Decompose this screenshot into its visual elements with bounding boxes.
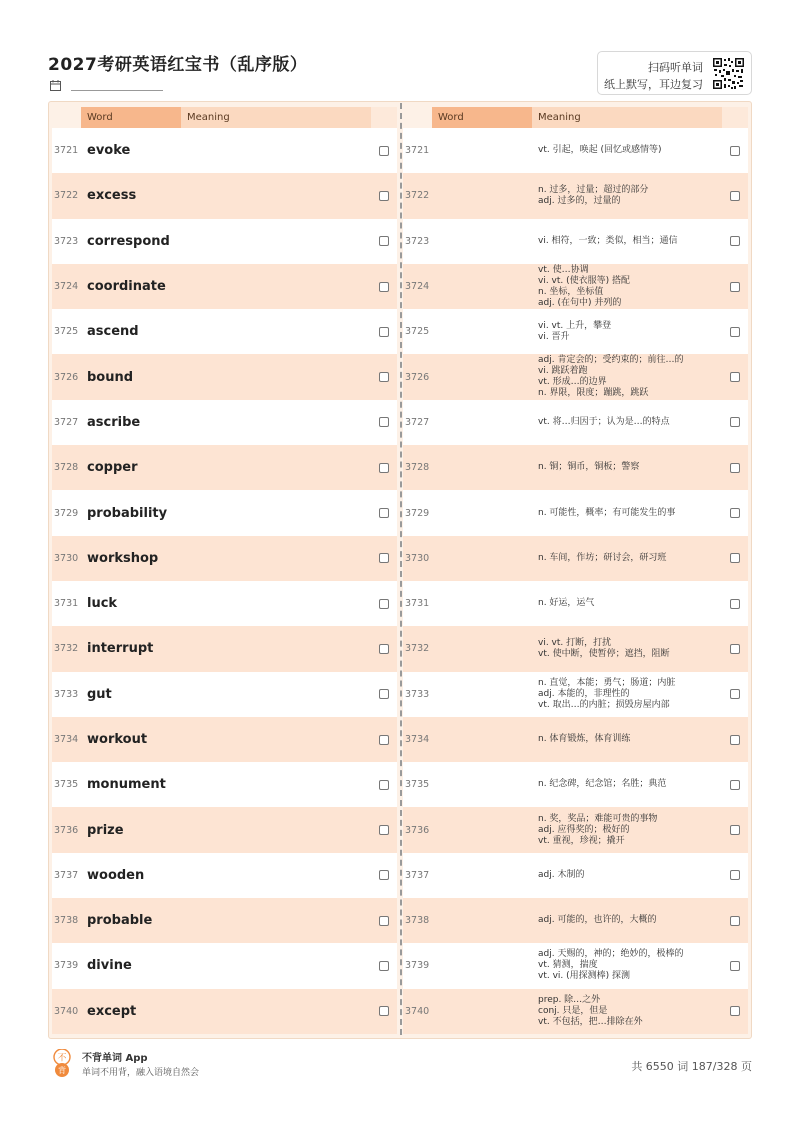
review-checkbox[interactable]: [379, 1006, 389, 1016]
column-header-word: Word: [432, 107, 532, 128]
meaning-line: adj. 肯定会的；受约束的；前往…的: [538, 355, 684, 366]
app-slogan: 单词不用背，融入语境自然会: [82, 1068, 200, 1078]
review-checkbox[interactable]: [730, 327, 740, 337]
word-index: 3737: [405, 869, 430, 881]
word-index: 3728: [405, 462, 430, 474]
review-checkbox[interactable]: [379, 644, 389, 654]
review-checkbox[interactable]: [730, 689, 740, 699]
meaning-text: [532, 943, 722, 988]
table-row: [403, 853, 748, 898]
meaning-blank[interactable]: [181, 264, 371, 309]
column-header-meaning: Meaning: [181, 107, 371, 128]
review-checkbox[interactable]: [730, 644, 740, 654]
review-checkbox[interactable]: [379, 146, 389, 156]
review-checkbox[interactable]: [730, 916, 740, 926]
meaning-line: vi. vt. (使衣服等) 搭配: [538, 275, 631, 286]
table-row: [52, 490, 397, 535]
review-checkbox[interactable]: [730, 417, 740, 427]
word-text: monument: [87, 777, 166, 793]
review-checkbox[interactable]: [379, 916, 389, 926]
meaning-line: vt. 重视，珍视；撬开: [538, 835, 625, 846]
word-index: 3735: [405, 779, 430, 791]
meaning-line: adj. 木制的: [538, 869, 585, 880]
table-row: [403, 264, 748, 309]
meaning-text: [532, 128, 722, 173]
page-info: 共 6550 词 187/328 页: [631, 1060, 752, 1073]
calendar-icon: [50, 80, 61, 91]
word-text: workout: [87, 732, 148, 747]
meaning-blank[interactable]: [181, 445, 371, 490]
meaning-blank[interactable]: [181, 400, 371, 445]
scan-label: 扫码听单词: [648, 61, 703, 74]
meaning-text: [532, 989, 722, 1034]
table-row: [52, 943, 397, 988]
review-checkbox[interactable]: [379, 825, 389, 835]
word-index: 3730: [405, 552, 430, 564]
word-index: 3722: [54, 190, 79, 202]
word-text: luck: [87, 596, 118, 612]
meaning-line: vt. 取出…的内脏；损毁房屋内部: [538, 699, 670, 710]
word-index: 3734: [405, 734, 430, 745]
review-checkbox[interactable]: [379, 508, 389, 518]
table-row: [52, 128, 397, 173]
meaning-blank[interactable]: [181, 173, 371, 218]
word-index: 3726: [405, 371, 430, 383]
word-text: probability: [87, 505, 168, 521]
meaning-text: [532, 536, 722, 581]
meaning-line: adj. 本能的，非理性的: [538, 688, 630, 699]
meaning-line: vi. 跳跃着跑: [538, 366, 588, 377]
review-checkbox[interactable]: [730, 191, 740, 201]
word-text: except: [87, 1003, 137, 1019]
column-header-meaning: Meaning: [532, 107, 722, 128]
column-header-word: Word: [81, 107, 181, 128]
meaning-blank[interactable]: [181, 672, 371, 717]
meaning-line: n. 奖，奖品；难能可贵的事物: [538, 813, 658, 824]
review-checkbox[interactable]: [730, 146, 740, 156]
table-header: [52, 107, 397, 128]
review-checkbox[interactable]: [379, 553, 389, 563]
word-text: interrupt: [87, 641, 154, 657]
table-row: [403, 128, 748, 173]
meaning-line: prep. 除…之外: [538, 994, 601, 1005]
meaning-line: n. 直觉，本能；勇气；肠道；内脏: [538, 677, 676, 688]
table-row: [403, 581, 748, 626]
date-field[interactable]: [50, 80, 163, 91]
table-row: [403, 400, 748, 445]
meaning-blank[interactable]: [181, 898, 371, 943]
review-checkbox[interactable]: [730, 961, 740, 971]
table-row: [403, 807, 748, 852]
word-index: 3729: [405, 507, 430, 519]
scan-qr-box[interactable]: [597, 51, 752, 95]
meaning-text: [532, 400, 722, 445]
meaning-text: [532, 264, 722, 309]
table-row: [52, 717, 397, 762]
table-row: [52, 898, 397, 943]
table-row: [52, 853, 397, 898]
table-header: [403, 107, 748, 128]
table-row: [403, 445, 748, 490]
meaning-line: vi. vt. 上升，攀登: [538, 320, 612, 331]
meaning-line: adj. 天赐的，神的；绝妙的，极棒的: [538, 949, 684, 960]
meaning-blank[interactable]: [181, 762, 371, 807]
meaning-blank[interactable]: [181, 128, 371, 173]
word-index: 3725: [405, 326, 430, 338]
word-text: evoke: [87, 143, 131, 159]
meaning-line: vt. 将…归因于；认为是…的特点: [538, 416, 670, 427]
meaning-line: n. 坐标，坐标值: [538, 286, 604, 297]
word-text: wooden: [87, 867, 145, 883]
word-text: copper: [87, 460, 138, 476]
table-row: [403, 490, 748, 535]
meaning-blank[interactable]: [181, 717, 371, 762]
table-row: [403, 898, 748, 943]
word-index: 3724: [54, 281, 79, 293]
word-table-left: [52, 107, 397, 1034]
meaning-line: vt. 使中断，使暂停；遮挡，阻断: [538, 648, 670, 659]
word-index: 3727: [54, 416, 79, 428]
review-checkbox[interactable]: [379, 961, 389, 971]
meaning-line: n. 好运，运气: [538, 598, 595, 609]
word-index: 3724: [405, 281, 430, 293]
word-index: 3731: [405, 598, 430, 610]
meaning-text: [532, 581, 722, 626]
meaning-text: [532, 173, 722, 218]
word-text: coordinate: [87, 279, 166, 295]
review-checkbox[interactable]: [730, 282, 740, 292]
table-row: [403, 762, 748, 807]
review-checkbox[interactable]: [730, 780, 740, 790]
table-row: [403, 943, 748, 988]
meaning-blank[interactable]: [181, 807, 371, 852]
meaning-line: adj. (在句中) 并列的: [538, 297, 622, 308]
meaning-line: n. 过多，过量；超过的部分: [538, 184, 649, 195]
table-row: [52, 445, 397, 490]
review-checkbox[interactable]: [379, 870, 389, 880]
word-text: workshop: [87, 550, 159, 566]
word-index: 3735: [54, 779, 79, 791]
meaning-line: vi. 晋升: [538, 331, 570, 342]
meaning-text: [532, 309, 722, 354]
meaning-line: n. 界限，限度；蹦跳，跳跃: [538, 388, 649, 399]
meaning-line: vt. 引起，唤起 (回忆或感情等): [538, 145, 662, 156]
table-row: [403, 354, 748, 399]
meaning-blank[interactable]: [181, 581, 371, 626]
word-index: 3736: [405, 824, 430, 836]
meaning-line: vt. 形成…的边界: [538, 377, 607, 388]
meaning-text: [532, 626, 722, 671]
word-index: 3722: [405, 190, 430, 202]
word-index: 3734: [54, 734, 79, 745]
table-row: [403, 173, 748, 218]
review-checkbox[interactable]: [379, 599, 389, 609]
review-checkbox[interactable]: [379, 689, 389, 699]
meaning-line: conj. 只是，但是: [538, 1005, 608, 1016]
word-index: 3727: [405, 416, 430, 428]
fold-divider: [400, 103, 402, 1035]
word-text: bound: [87, 369, 134, 385]
review-checkbox[interactable]: [379, 780, 389, 790]
meaning-line: adj. 过多的，过量的: [538, 195, 621, 206]
table-row: [52, 219, 397, 264]
meaning-line: n. 纪念碑，纪念馆；名胜；典范: [538, 779, 667, 790]
review-checkbox[interactable]: [730, 463, 740, 473]
word-index: 3728: [54, 462, 79, 474]
word-index: 3733: [54, 688, 79, 700]
meaning-text: [532, 354, 722, 399]
table-row: [52, 989, 397, 1034]
review-checkbox[interactable]: [379, 372, 389, 382]
meaning-blank[interactable]: [181, 536, 371, 581]
table-row: [403, 989, 748, 1034]
word-index: 3740: [405, 1005, 430, 1017]
meaning-line: n. 可能性，概率；有可能发生的事: [538, 507, 676, 518]
table-row: [52, 264, 397, 309]
word-text: prize: [87, 822, 124, 838]
meaning-line: adj. 应得奖的；极好的: [538, 824, 630, 835]
word-index: 3726: [54, 371, 79, 383]
table-row: [52, 400, 397, 445]
app-logo-icon: [52, 1049, 72, 1077]
meaning-blank[interactable]: [181, 354, 371, 399]
word-text: ascribe: [87, 414, 141, 430]
word-text: excess: [87, 188, 137, 204]
review-checkbox[interactable]: [730, 372, 740, 382]
meaning-line: vt. vi. (用探测棒) 探测: [538, 971, 631, 982]
table-row: [52, 672, 397, 717]
word-index: 3736: [54, 824, 79, 836]
logo-char-top: 不: [57, 1053, 67, 1064]
meaning-line: adj. 可能的，也许的，大概的: [538, 915, 657, 926]
word-text: divine: [87, 958, 132, 974]
meaning-line: n. 车间，作坊；研讨会，研习班: [538, 552, 667, 563]
meaning-line: vt. 不包括，把…排除在外: [538, 1016, 643, 1027]
word-index: 3721: [54, 145, 79, 157]
word-index: 3732: [405, 643, 430, 655]
word-index: 3738: [54, 915, 79, 927]
word-index: 3732: [54, 643, 79, 655]
table-row: [52, 536, 397, 581]
word-index: 3723: [54, 235, 79, 247]
review-checkbox[interactable]: [379, 463, 389, 473]
table-row: [52, 626, 397, 671]
word-index: 3730: [54, 552, 79, 564]
review-checkbox[interactable]: [730, 1006, 740, 1016]
meaning-blank[interactable]: [181, 626, 371, 671]
review-checkbox[interactable]: [730, 735, 740, 745]
table-row: [403, 626, 748, 671]
meaning-blank[interactable]: [181, 219, 371, 264]
meaning-line: n. 体育锻炼，体育训练: [538, 734, 631, 744]
meaning-text: [532, 490, 722, 535]
meaning-text: [532, 762, 722, 807]
meaning-text: [532, 853, 722, 898]
table-row: [52, 354, 397, 399]
review-checkbox[interactable]: [730, 508, 740, 518]
date-underline: [71, 90, 163, 91]
meaning-blank[interactable]: [181, 943, 371, 988]
meaning-text: [532, 717, 722, 762]
review-checkbox[interactable]: [379, 236, 389, 246]
word-table-right: [403, 107, 748, 1034]
review-checkbox[interactable]: [730, 825, 740, 835]
meaning-blank[interactable]: [181, 989, 371, 1034]
word-index: 3731: [54, 598, 79, 610]
review-checkbox[interactable]: [730, 553, 740, 563]
review-checkbox[interactable]: [379, 282, 389, 292]
review-checkbox[interactable]: [379, 191, 389, 201]
meaning-blank[interactable]: [181, 490, 371, 535]
review-checkbox[interactable]: [379, 417, 389, 427]
table-row: [52, 173, 397, 218]
word-index: 3723: [405, 235, 430, 247]
table-row: [52, 581, 397, 626]
word-index: 3729: [54, 507, 79, 519]
review-checkbox[interactable]: [730, 236, 740, 246]
meaning-text: [532, 898, 722, 943]
qr-code-icon[interactable]: [712, 57, 745, 90]
meaning-line: vi. 相符，一致；类似，相当；通信: [538, 235, 678, 246]
word-index: 3739: [405, 960, 430, 972]
meaning-blank[interactable]: [181, 853, 371, 898]
review-checkbox[interactable]: [730, 870, 740, 880]
meaning-text: [532, 672, 722, 717]
meaning-text: [532, 219, 722, 264]
word-text: correspond: [87, 233, 170, 249]
table-row: [403, 717, 748, 762]
meaning-line: vt. 使…协调: [538, 264, 589, 275]
table-row: [52, 309, 397, 354]
review-checkbox[interactable]: [379, 735, 389, 745]
scan-sublabel: 纸上默写，耳边复习: [604, 78, 703, 91]
word-index: 3737: [54, 869, 79, 881]
word-index: 3740: [54, 1005, 79, 1017]
table-row: [403, 219, 748, 264]
table-row: [52, 762, 397, 807]
table-row: [403, 536, 748, 581]
page-title: 2027考研英语红宝书（乱序版）: [48, 55, 308, 75]
table-row: [403, 672, 748, 717]
word-index: 3738: [405, 915, 430, 927]
word-text: ascend: [87, 324, 139, 340]
word-index: 3725: [54, 326, 79, 338]
word-text: probable: [87, 913, 153, 929]
word-index: 3739: [54, 960, 79, 972]
word-text: gut: [87, 686, 112, 702]
meaning-line: vi. vt. 打断，打扰: [538, 637, 612, 648]
meaning-text: [532, 445, 722, 490]
table-row: [52, 807, 397, 852]
word-index: 3721: [405, 145, 430, 157]
app-name: 不背单词 App: [82, 1053, 148, 1064]
table-row: [403, 309, 748, 354]
meaning-text: [532, 807, 722, 852]
meaning-blank[interactable]: [181, 309, 371, 354]
meaning-line: n. 铜；铜币，铜板；警察: [538, 462, 640, 473]
logo-char-bottom: 背: [58, 1066, 66, 1075]
review-checkbox[interactable]: [379, 327, 389, 337]
word-index: 3733: [405, 688, 430, 700]
meaning-line: vt. 猜测，揣度: [538, 960, 598, 971]
review-checkbox[interactable]: [730, 599, 740, 609]
